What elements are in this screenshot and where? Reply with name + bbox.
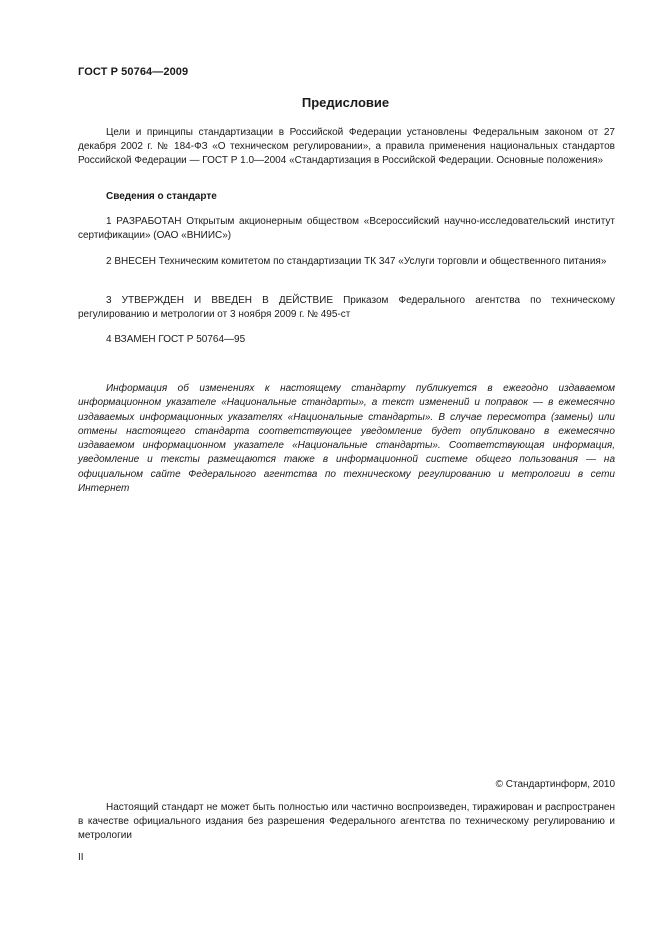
footer-note-text: Настоящий стандарт не может быть полностью или частично воспроизведен, тиражирован и распространен в качестве официального издания без разрешения Федерального агентства по техническому регулированию и метрологии: [78, 802, 615, 841]
standard-item-1: [78, 215, 615, 243]
document-number-header: ГОСТ Р 50764—2009: [78, 66, 189, 78]
standard-item-text: 4 ВЗАМЕН ГОСТ Р 50764—95: [106, 334, 246, 345]
info-note-text: Информация об изменениях к настоящему стандарту публикуется в ежегодно издаваемом информационном указателе «Национальные стандарты», а текст изменений и поправок — в ежемесячно издаваемых информационных указателях «Национальные стандарты». В случае пересмотра (замены) или отмены настоящего стандарта соответствующее уведомление будет опубликовано в ежемесячно издаваемом информационном указателе «Национальные стандарты». Соответствующая информация, уведомление и тексты размещаются также в информационной системе общего пользования — на официальном сайте Федерального агентства по техническому регулированию и метрологии в сети Интернет: [78, 383, 615, 495]
standard-item-4: [78, 333, 615, 347]
page-title: Предисловие: [301, 95, 390, 110]
copyright-line: © Стандартинформ, 2010: [495, 779, 615, 790]
standard-item-text: 3 УТВЕРЖДЕН И ВВЕДЕН В ДЕЙСТВИЕ Приказом Федерального агентства по техническому регулированию и метрологии от 3 ноября 2009 г. № 495-ст: [78, 295, 615, 320]
standard-item-text: 1 РАЗРАБОТАН Открытым акционерным обществом «Всероссийский научно-исследовательский институт сертификации» (ОАО «ВНИИС»): [78, 216, 615, 241]
intro-paragraph: [78, 126, 615, 168]
section-heading: Сведения о стандарте: [106, 191, 217, 202]
standard-item-3: [78, 294, 615, 322]
standard-item-text: 2 ВНЕСЕН Техническим комитетом по стандартизации ТК 347 «Услуги торговли и общественного питания»: [106, 256, 607, 267]
standard-item-2: [78, 255, 615, 269]
footer-note: [78, 801, 615, 843]
intro-text: Цели и принципы стандартизации в Российской Федерации установлены Федеральным законом от 27 декабря 2002 г. № 184-ФЗ «О техническом регулировании», а правила применения национальных стандартов Российской Федерации — ГОСТ Р 1.0—2004 «Стандартизация в Российской Федерации. Основные положения»: [78, 127, 615, 166]
info-note: [78, 382, 615, 496]
page-number: II: [78, 852, 84, 863]
